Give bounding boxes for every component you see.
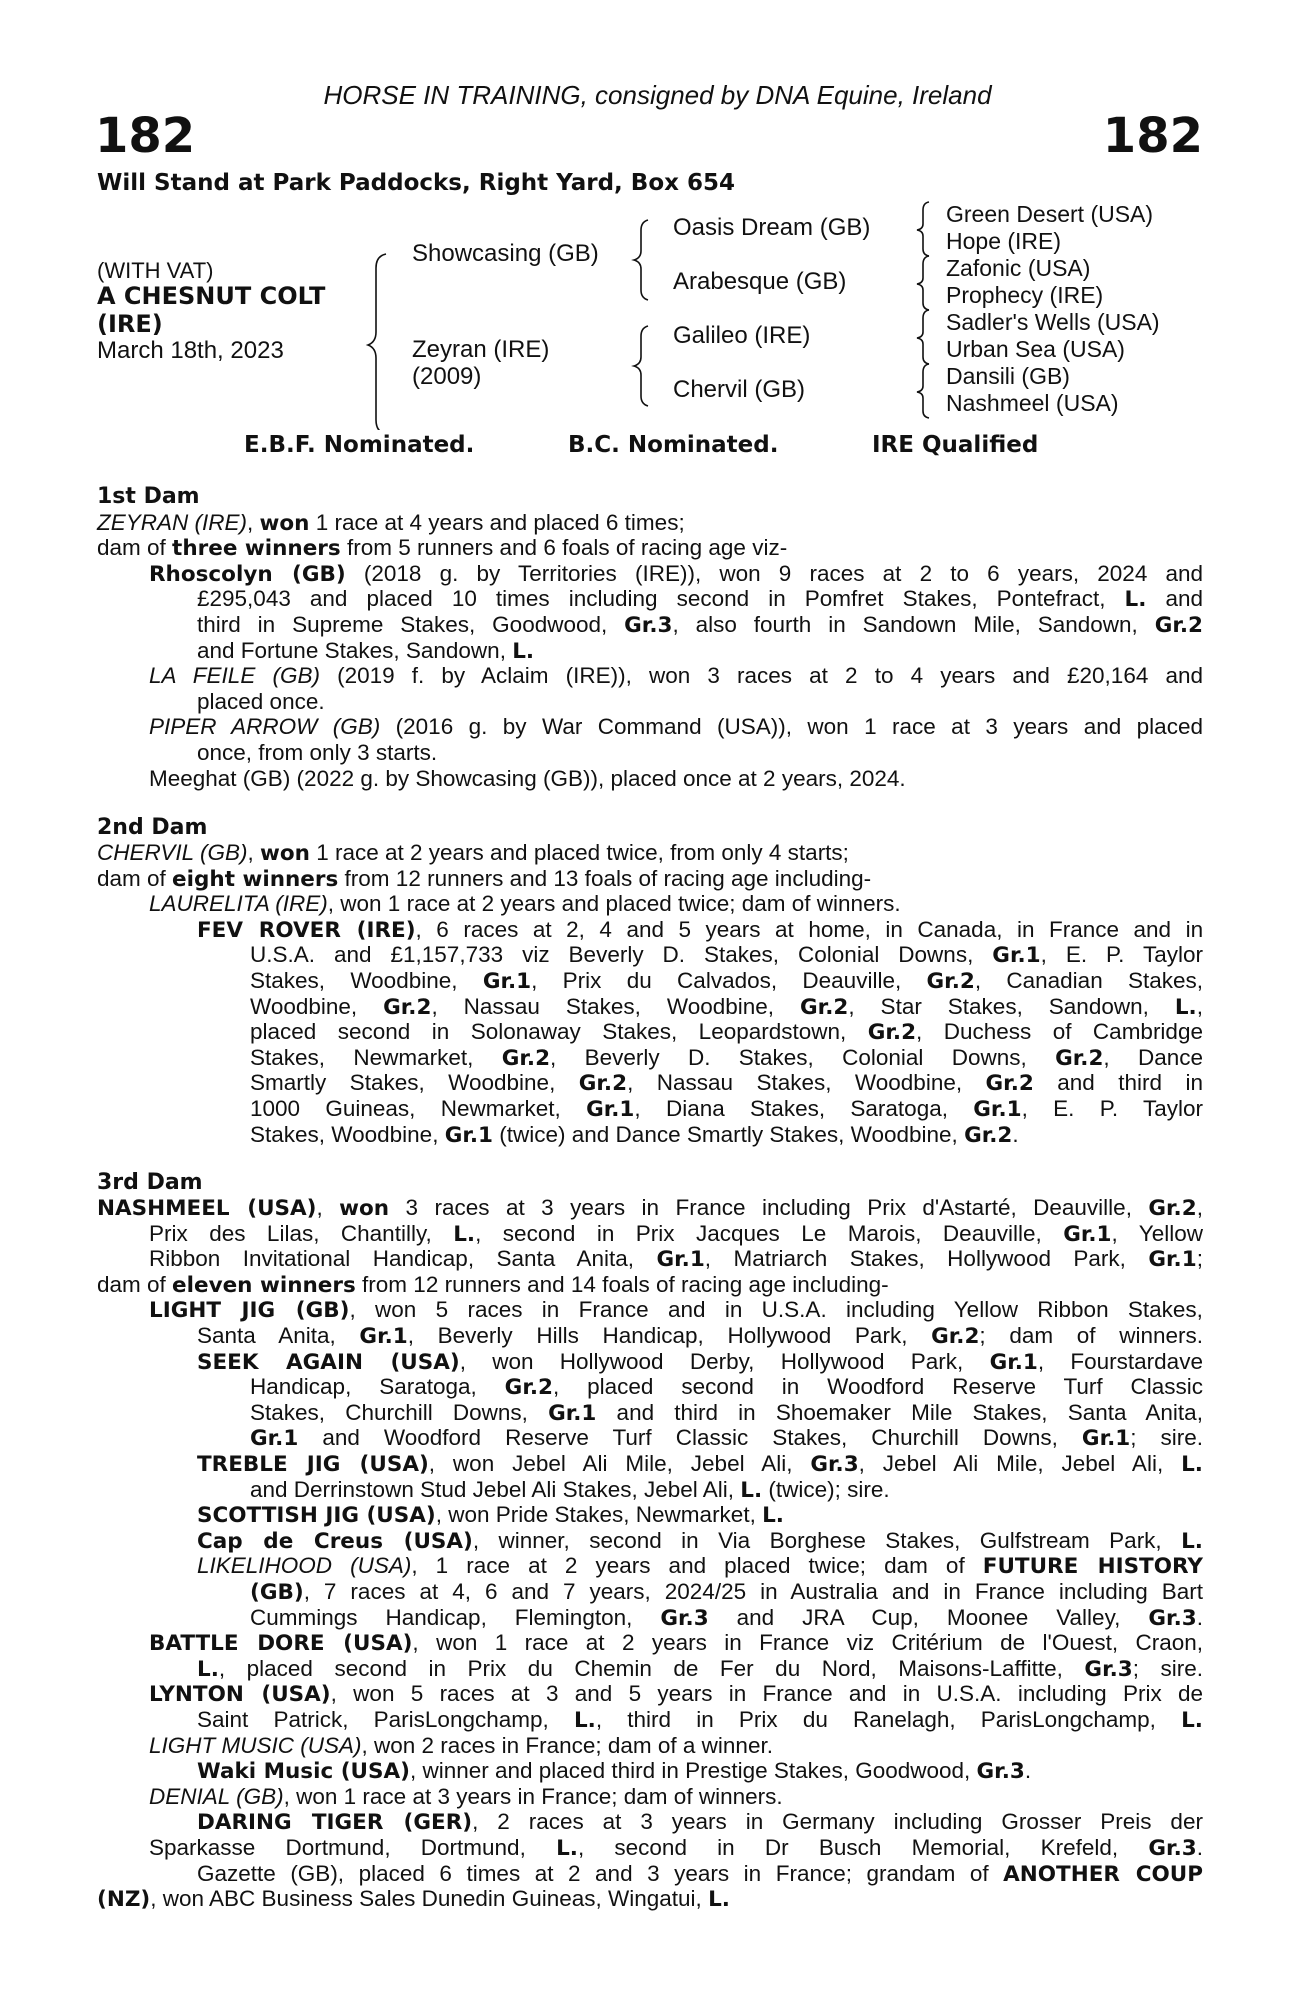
third-dam-line	[197, 1528, 1203, 1554]
third-dam-line	[149, 1630, 1203, 1656]
bold-text: Gr.2	[985, 1071, 1034, 1097]
bold-text: Gr.1	[1148, 1247, 1197, 1273]
italic-text: LA FEILE (GB)	[149, 663, 320, 689]
italic-text: PIPER ARROW (GB)	[149, 714, 381, 740]
bold-text: SEEK AGAIN (USA)	[197, 1349, 460, 1375]
bold-text: Gr.3	[810, 1452, 859, 1477]
text-run: Santa Anita,	[197, 1323, 360, 1348]
text-run: and third in Shoemaker Mile Stakes, Santa Anita,	[596, 1399, 1203, 1425]
foaling-date: March 18th, 2023	[97, 337, 284, 364]
first-dam-heading: 1st Dam	[97, 484, 200, 509]
first-dam-line	[149, 561, 1203, 587]
second-dam-line	[250, 1045, 1203, 1071]
second-dam-line	[197, 917, 1203, 943]
bold-text: Gr.3	[976, 1759, 1025, 1785]
text-run: Stakes, Woodbine,	[250, 968, 483, 993]
third-dam-line	[149, 1681, 1203, 1707]
text-run: , placed second in Woodford Reserve Turf Classic	[552, 1374, 1204, 1400]
bold-text: won	[339, 1196, 390, 1221]
bold-text: Gr.1	[548, 1400, 597, 1426]
text-run: ; sire.	[1130, 1425, 1204, 1451]
text-run: Stakes, Churchill Downs,	[250, 1399, 549, 1425]
bold-text: Gr.1	[656, 1247, 705, 1273]
third-dam-line	[197, 1707, 1203, 1733]
bold-text: Gr.2	[926, 969, 975, 994]
pedigree-gen3-1: Green Desert (USA)	[946, 201, 1154, 227]
ire-qualified: IRE Qualified	[872, 432, 1039, 458]
third-dam-line	[149, 1297, 1203, 1323]
third-dam-line	[197, 1656, 1203, 1682]
second-dam-line	[149, 891, 901, 917]
first-dam-line	[97, 535, 787, 561]
text-run: (2019 f. by Aclaim (IRE)), won 3 races at 2 to 4 years and £20,164 and	[319, 663, 1204, 689]
bold-text: L.	[1181, 1528, 1203, 1554]
text-run: .	[1196, 1835, 1203, 1860]
bold-text: Gr.1	[1063, 1221, 1112, 1247]
third-dam-line	[149, 1246, 1203, 1272]
bold-text: won	[259, 841, 310, 866]
bold-text: TREBLE JIG (USA)	[197, 1452, 429, 1477]
text-run: , Diana Stakes, Saratoga,	[634, 1096, 974, 1121]
text-run: once, from only 3 starts.	[197, 739, 438, 765]
text-run: , Nassau Stakes, Woodbine,	[627, 1070, 986, 1096]
bold-text: three winners	[172, 536, 341, 562]
text-run: (twice); sire.	[762, 1476, 890, 1502]
horse-country: (IRE)	[97, 310, 163, 338]
bold-text: Gr.3	[1084, 1656, 1133, 1682]
text-run: , 6 races at 2, 4 and 5 years at home, in Canada, in France and in	[415, 916, 1204, 942]
second-dam-line	[97, 866, 871, 892]
bold-text: eight winners	[172, 866, 339, 892]
bold-text: (NZ)	[97, 1887, 151, 1913]
first-dam-line	[97, 510, 685, 536]
third-dam-line	[197, 1451, 1203, 1477]
bold-text: Gr.3	[624, 612, 673, 638]
text-run: , Matriarch Stakes, Hollywood Park,	[704, 1246, 1149, 1272]
text-run: Gazette (GB), placed 6 times at 2 and 3 years in France; grandam of	[197, 1860, 1004, 1886]
bold-text: L.	[453, 1221, 476, 1247]
text-run: , third in Prix du Ranelagh, ParisLongchamp,	[595, 1707, 1182, 1732]
text-run: , won 5 races in France and in U.S.A. including Yellow Ribbon Stakes,	[349, 1297, 1203, 1323]
text-run: , won Jebel Ali Mile, Jebel Ali,	[428, 1451, 811, 1476]
bold-text: Gr.2	[1148, 1196, 1197, 1221]
text-run: placed once.	[197, 688, 325, 714]
text-run: dam of	[97, 1271, 173, 1297]
text-run: , also fourth in Sandown Mile, Sandown,	[672, 611, 1155, 637]
bold-text: Gr.2	[504, 1375, 553, 1401]
bold-text: Gr.1	[992, 943, 1041, 969]
text-run: , second in Dr Busch Memorial, Krefeld,	[577, 1835, 1149, 1860]
dam: Zeyran (IRE)	[412, 336, 550, 363]
pedigree-gen2-3: Galileo (IRE)	[673, 322, 811, 349]
bold-text: L.	[1124, 587, 1147, 613]
bold-text: eleven winners	[172, 1272, 356, 1298]
third-dam-line	[149, 1835, 1203, 1861]
bold-text: L.	[1181, 1708, 1203, 1733]
horse-name: A CHESNUT COLT	[97, 282, 326, 310]
third-dam-line	[197, 1349, 1203, 1375]
sire: Showcasing (GB)	[412, 240, 599, 267]
text-run: Smartly Stakes, Woodbine,	[250, 1070, 579, 1096]
text-run: , placed second in Prix du Chemin de Fer du Nord, Maisons-Laffitte,	[218, 1655, 1085, 1681]
text-run: Woodbine,	[250, 993, 384, 1019]
bold-text: Gr.2	[964, 1122, 1013, 1148]
ebf-nomination: E.B.F. Nominated.	[244, 432, 475, 458]
text-run: , 7 races at 4, 6 and 7 years, 2024/25 in Australia and in France including Bart	[303, 1579, 1203, 1604]
pedigree-gen3-4: Prophecy (IRE)	[946, 282, 1104, 308]
text-run: , second in Prix Jacques Le Marois, Deauville,	[475, 1220, 1064, 1246]
dam-year: (2009)	[412, 363, 482, 390]
third-dam-line	[250, 1605, 1203, 1631]
text-run: , won ABC Business Sales Dunedin Guineas, Wingatui,	[150, 1886, 709, 1912]
text-run: Sparkasse Dortmund, Dortmund,	[149, 1835, 557, 1860]
lot-number-right: 182	[1102, 108, 1203, 164]
text-run: 1 race at 4 years and placed 6 times;	[309, 509, 685, 535]
text-run: , 1 race at 2 years and placed twice; dam of	[411, 1553, 983, 1579]
bold-text: Gr.2	[1154, 612, 1203, 638]
second-dam-line	[250, 1019, 1203, 1045]
italic-text: LIGHT MUSIC (USA)	[149, 1732, 362, 1758]
bold-text: Gr.2	[931, 1324, 980, 1349]
pedigree-gen3-7: Dansili (GB)	[946, 363, 1070, 389]
text-run: 3 races at 3 years in France including Prix d'Astarté, Deauville,	[389, 1195, 1149, 1220]
third-dam-line	[197, 1553, 1203, 1579]
text-run: Saint Patrick, ParisLongchamp,	[197, 1707, 574, 1732]
third-dam-line	[197, 1809, 1203, 1835]
lot-number-left: 182	[95, 108, 196, 164]
text-run: from 5 runners and 6 foals of racing age viz-	[340, 535, 788, 561]
vat-note: (WITH VAT)	[97, 258, 214, 283]
text-run: Stakes, Woodbine,	[250, 1121, 445, 1147]
bold-text: LIGHT JIG (GB)	[149, 1298, 350, 1324]
third-dam-line	[197, 1502, 784, 1528]
bold-text: Gr.2	[867, 1020, 917, 1046]
text-run: , won Hollywood Derby, Hollywood Park,	[459, 1348, 990, 1374]
bold-text: L.	[740, 1477, 763, 1503]
bold-text: Gr.1	[1081, 1426, 1131, 1452]
bold-text: Gr.1	[973, 1097, 1022, 1122]
text-run: ,	[1196, 1195, 1203, 1220]
text-run: and Fortune Stakes, Sandown,	[197, 637, 513, 663]
bold-text: Gr.3	[1148, 1836, 1197, 1861]
first-dam-line	[149, 766, 906, 792]
bold-text: Gr.1	[359, 1324, 408, 1349]
italic-text: LIKELIHOOD (USA)	[197, 1553, 412, 1579]
text-run: , Yellow	[1111, 1220, 1204, 1246]
second-dam-line	[250, 1070, 1203, 1096]
third-dam-heading: 3rd Dam	[97, 1170, 203, 1195]
third-dam-line	[197, 1758, 1031, 1784]
text-run: and third in	[1033, 1070, 1203, 1096]
second-dam-line	[250, 994, 1203, 1020]
first-dam-line	[149, 714, 1203, 740]
bold-text: Cap de Creus (USA)	[197, 1528, 473, 1554]
second-dam-heading: 2nd Dam	[97, 815, 208, 840]
third-dam-line	[149, 1784, 783, 1810]
third-dam-line	[149, 1221, 1203, 1247]
text-run: and Derrinstown Stud Jebel Ali Stakes, Jebel Ali,	[250, 1476, 741, 1502]
second-dam-line	[97, 840, 849, 866]
bold-text: won	[259, 510, 310, 536]
bold-text: L.	[573, 1708, 596, 1733]
first-dam-line	[197, 740, 437, 766]
bold-text: Gr.2	[800, 994, 849, 1020]
bold-text: Waki Music (USA)	[197, 1759, 410, 1785]
first-dam-line	[197, 612, 1203, 638]
bold-text: Gr.3	[660, 1605, 709, 1631]
text-run: , won 2 races in France; dam of a winner.	[361, 1732, 773, 1758]
bold-text: FUTURE HISTORY	[982, 1554, 1203, 1580]
bold-text: Gr.1	[250, 1426, 299, 1452]
third-dam-line	[250, 1374, 1203, 1400]
text-run: from 12 runners and 14 foals of racing age including-	[355, 1271, 889, 1297]
third-dam-line	[149, 1733, 773, 1759]
second-dam-line	[250, 1122, 1019, 1148]
pedigree-gen3-3: Zafonic (USA)	[946, 255, 1091, 281]
text-run: , winner and placed third in Prestige Stakes, Goodwood,	[409, 1758, 977, 1784]
text-run: .	[1024, 1758, 1032, 1784]
bold-text: FEV ROVER (IRE)	[197, 917, 416, 943]
text-run: ,	[247, 509, 260, 535]
pedigree-gen3-5: Sadler's Wells (USA)	[946, 309, 1160, 335]
text-run: , Beverly D. Stakes, Colonial Downs,	[550, 1044, 1056, 1070]
second-dam-line	[250, 968, 1203, 994]
text-run: and Woodford Reserve Turf Classic Stakes, Churchill Downs,	[298, 1425, 1082, 1451]
text-run: , Dance	[1103, 1044, 1204, 1070]
bold-text: (GB)	[250, 1580, 304, 1605]
text-run: Meeghat (GB) (2022 g. by Showcasing (GB)), placed once at 2 years, 2024.	[149, 765, 906, 791]
third-dam-line	[250, 1400, 1203, 1426]
text-run: , won Pride Stakes, Newmarket,	[435, 1502, 763, 1528]
text-run: ,	[1196, 993, 1203, 1019]
text-run: , E. P. Taylor	[1040, 942, 1204, 968]
bold-text: Gr.1	[989, 1349, 1038, 1375]
text-run: .	[1012, 1121, 1019, 1147]
bold-text: L.	[556, 1836, 578, 1861]
text-run: 1000 Guineas, Newmarket,	[250, 1096, 587, 1121]
text-run: (2018 g. by Territories (IRE)), won 9 races at 2 to 6 years, 2024 and	[345, 560, 1204, 586]
third-dam-line	[197, 1861, 1203, 1887]
text-run: and JRA Cup, Moonee Valley,	[708, 1604, 1149, 1630]
text-run: , won 1 race at 2 years and placed twice; dam of winners.	[327, 891, 901, 917]
text-run: , won 1 race at 2 years in France viz Critérium de l'Ouest, Craon,	[412, 1630, 1204, 1656]
bold-text: Rhoscolyn (GB)	[149, 561, 346, 587]
pedigree-gen2-1: Oasis Dream (GB)	[673, 214, 871, 241]
text-run: , won 1 race at 3 years in France; dam of winners.	[283, 1783, 783, 1809]
text-run: , Beverly Hills Handicap, Hollywood Park,	[407, 1323, 932, 1348]
pedigree-gen2-2: Arabesque (GB)	[673, 268, 847, 295]
text-run: , winner, second in Via Borghese Stakes, Gulfstream Park,	[472, 1527, 1182, 1553]
bold-text: Gr.1	[482, 969, 532, 994]
bold-text: L.	[1174, 994, 1197, 1020]
text-run: U.S.A. and £1,157,733 viz Beverly D. Stakes, Colonial Downs,	[250, 942, 993, 968]
pedigree-gen3-8: Nashmeel (USA)	[946, 390, 1119, 416]
text-run: £295,043 and placed 10 times including second in Pomfret Stakes, Pontefract,	[197, 586, 1125, 612]
third-dam-line	[97, 1195, 1203, 1221]
third-dam-line	[250, 1477, 890, 1503]
text-run: , won 5 races at 3 and 5 years in France and in U.S.A. including Prix de	[330, 1681, 1204, 1707]
bold-text: BATTLE DORE (USA)	[149, 1631, 413, 1657]
text-run: from 12 runners and 13 foals of racing age including-	[338, 865, 872, 891]
text-run: , Nassau Stakes, Woodbine,	[431, 993, 801, 1019]
bold-text: L.	[1181, 1452, 1203, 1477]
bold-text: ANOTHER COUP	[1003, 1861, 1203, 1887]
pedigree-gen2-4: Chervil (GB)	[673, 376, 806, 403]
first-dam-line	[197, 689, 325, 715]
bold-text: NASHMEEL (USA)	[97, 1196, 317, 1221]
first-dam-line	[197, 638, 534, 664]
pedigree-gen3-6: Urban Sea (USA)	[946, 336, 1125, 362]
bold-text: LYNTON (USA)	[149, 1682, 331, 1708]
text-run: placed second in Solonaway Stakes, Leopardstown,	[250, 1019, 868, 1045]
text-run: ,	[247, 840, 260, 865]
bold-text: L.	[762, 1503, 784, 1529]
text-run: dam of	[97, 865, 173, 891]
text-run: ; sire.	[1132, 1655, 1204, 1681]
page-title: HORSE IN TRAINING, consigned by DNA Equine, Ireland	[323, 80, 992, 110]
bold-text: Gr.1	[444, 1122, 494, 1148]
text-run: Prix des Lilas, Chantilly,	[149, 1220, 454, 1246]
bold-text: Gr.3	[1148, 1605, 1197, 1631]
bold-text: Gr.1	[586, 1097, 635, 1122]
stand-location: Will Stand at Park Paddocks, Right Yard, Box 654	[97, 170, 735, 196]
text-run: ;	[1196, 1246, 1203, 1272]
bold-text: L.	[512, 638, 535, 664]
bold-text: Gr.2	[1055, 1045, 1104, 1071]
bold-text: Gr.2	[501, 1045, 551, 1071]
text-run: Stakes, Newmarket,	[250, 1044, 502, 1070]
text-run: ,	[316, 1195, 340, 1220]
text-run: , Star Stakes, Sandown,	[848, 993, 1175, 1019]
text-run: , Jebel Ali Mile, Jebel Ali,	[858, 1451, 1182, 1476]
bold-text: L.	[197, 1656, 219, 1682]
italic-text: LAURELITA (IRE)	[149, 891, 328, 917]
bold-text: L.	[708, 1887, 730, 1913]
first-dam-line	[197, 586, 1203, 612]
text-run: , E. P. Taylor	[1021, 1096, 1204, 1121]
text-run: (2016 g. by War Command (USA)), won 1 race at 3 years and placed	[380, 714, 1203, 740]
text-run: third in Supreme Stakes, Goodwood,	[197, 611, 625, 637]
text-run: Ribbon Invitational Handicap, Santa Anita,	[149, 1246, 657, 1272]
second-dam-line	[250, 942, 1203, 968]
text-run: 1 race at 2 years and placed twice, from only 4 starts;	[309, 840, 849, 865]
text-run: .	[1196, 1604, 1203, 1630]
text-run: ; dam of winners.	[979, 1323, 1203, 1348]
italic-text: CHERVIL (GB)	[97, 840, 248, 865]
second-dam-line	[250, 1096, 1203, 1122]
first-dam-line	[149, 663, 1203, 689]
text-run: , Prix du Calvados, Deauville,	[531, 968, 927, 993]
text-run: and	[1146, 586, 1203, 612]
text-run: , Fourstardave	[1037, 1348, 1203, 1374]
bold-text: DARING TIGER (GER)	[197, 1810, 473, 1836]
third-dam-line	[97, 1886, 730, 1912]
text-run: Handicap, Saratoga,	[250, 1374, 505, 1400]
third-dam-line	[250, 1579, 1203, 1605]
italic-text: DENIAL (GB)	[149, 1783, 284, 1809]
third-dam-line	[250, 1425, 1203, 1451]
text-run: , 2 races at 3 years in Germany including Grosser Preis der	[472, 1809, 1203, 1835]
text-run: Cummings Handicap, Flemington,	[250, 1604, 661, 1630]
third-dam-line	[97, 1272, 889, 1298]
italic-text: ZEYRAN (IRE)	[97, 509, 248, 535]
pedigree-gen3-2: Hope (IRE)	[946, 228, 1062, 254]
text-run: , Duchess of Cambridge	[916, 1019, 1203, 1045]
text-run: , Canadian Stakes,	[974, 968, 1204, 993]
text-run: dam of	[97, 535, 173, 561]
bold-text: Gr.2	[578, 1071, 628, 1097]
text-run: (twice) and Dance Smartly Stakes, Woodbine,	[493, 1121, 965, 1147]
bold-text: Gr.2	[383, 994, 432, 1020]
bc-nomination: B.C. Nominated.	[568, 432, 779, 458]
bold-text: SCOTTISH JIG (USA)	[197, 1503, 436, 1529]
third-dam-line	[197, 1323, 1203, 1349]
